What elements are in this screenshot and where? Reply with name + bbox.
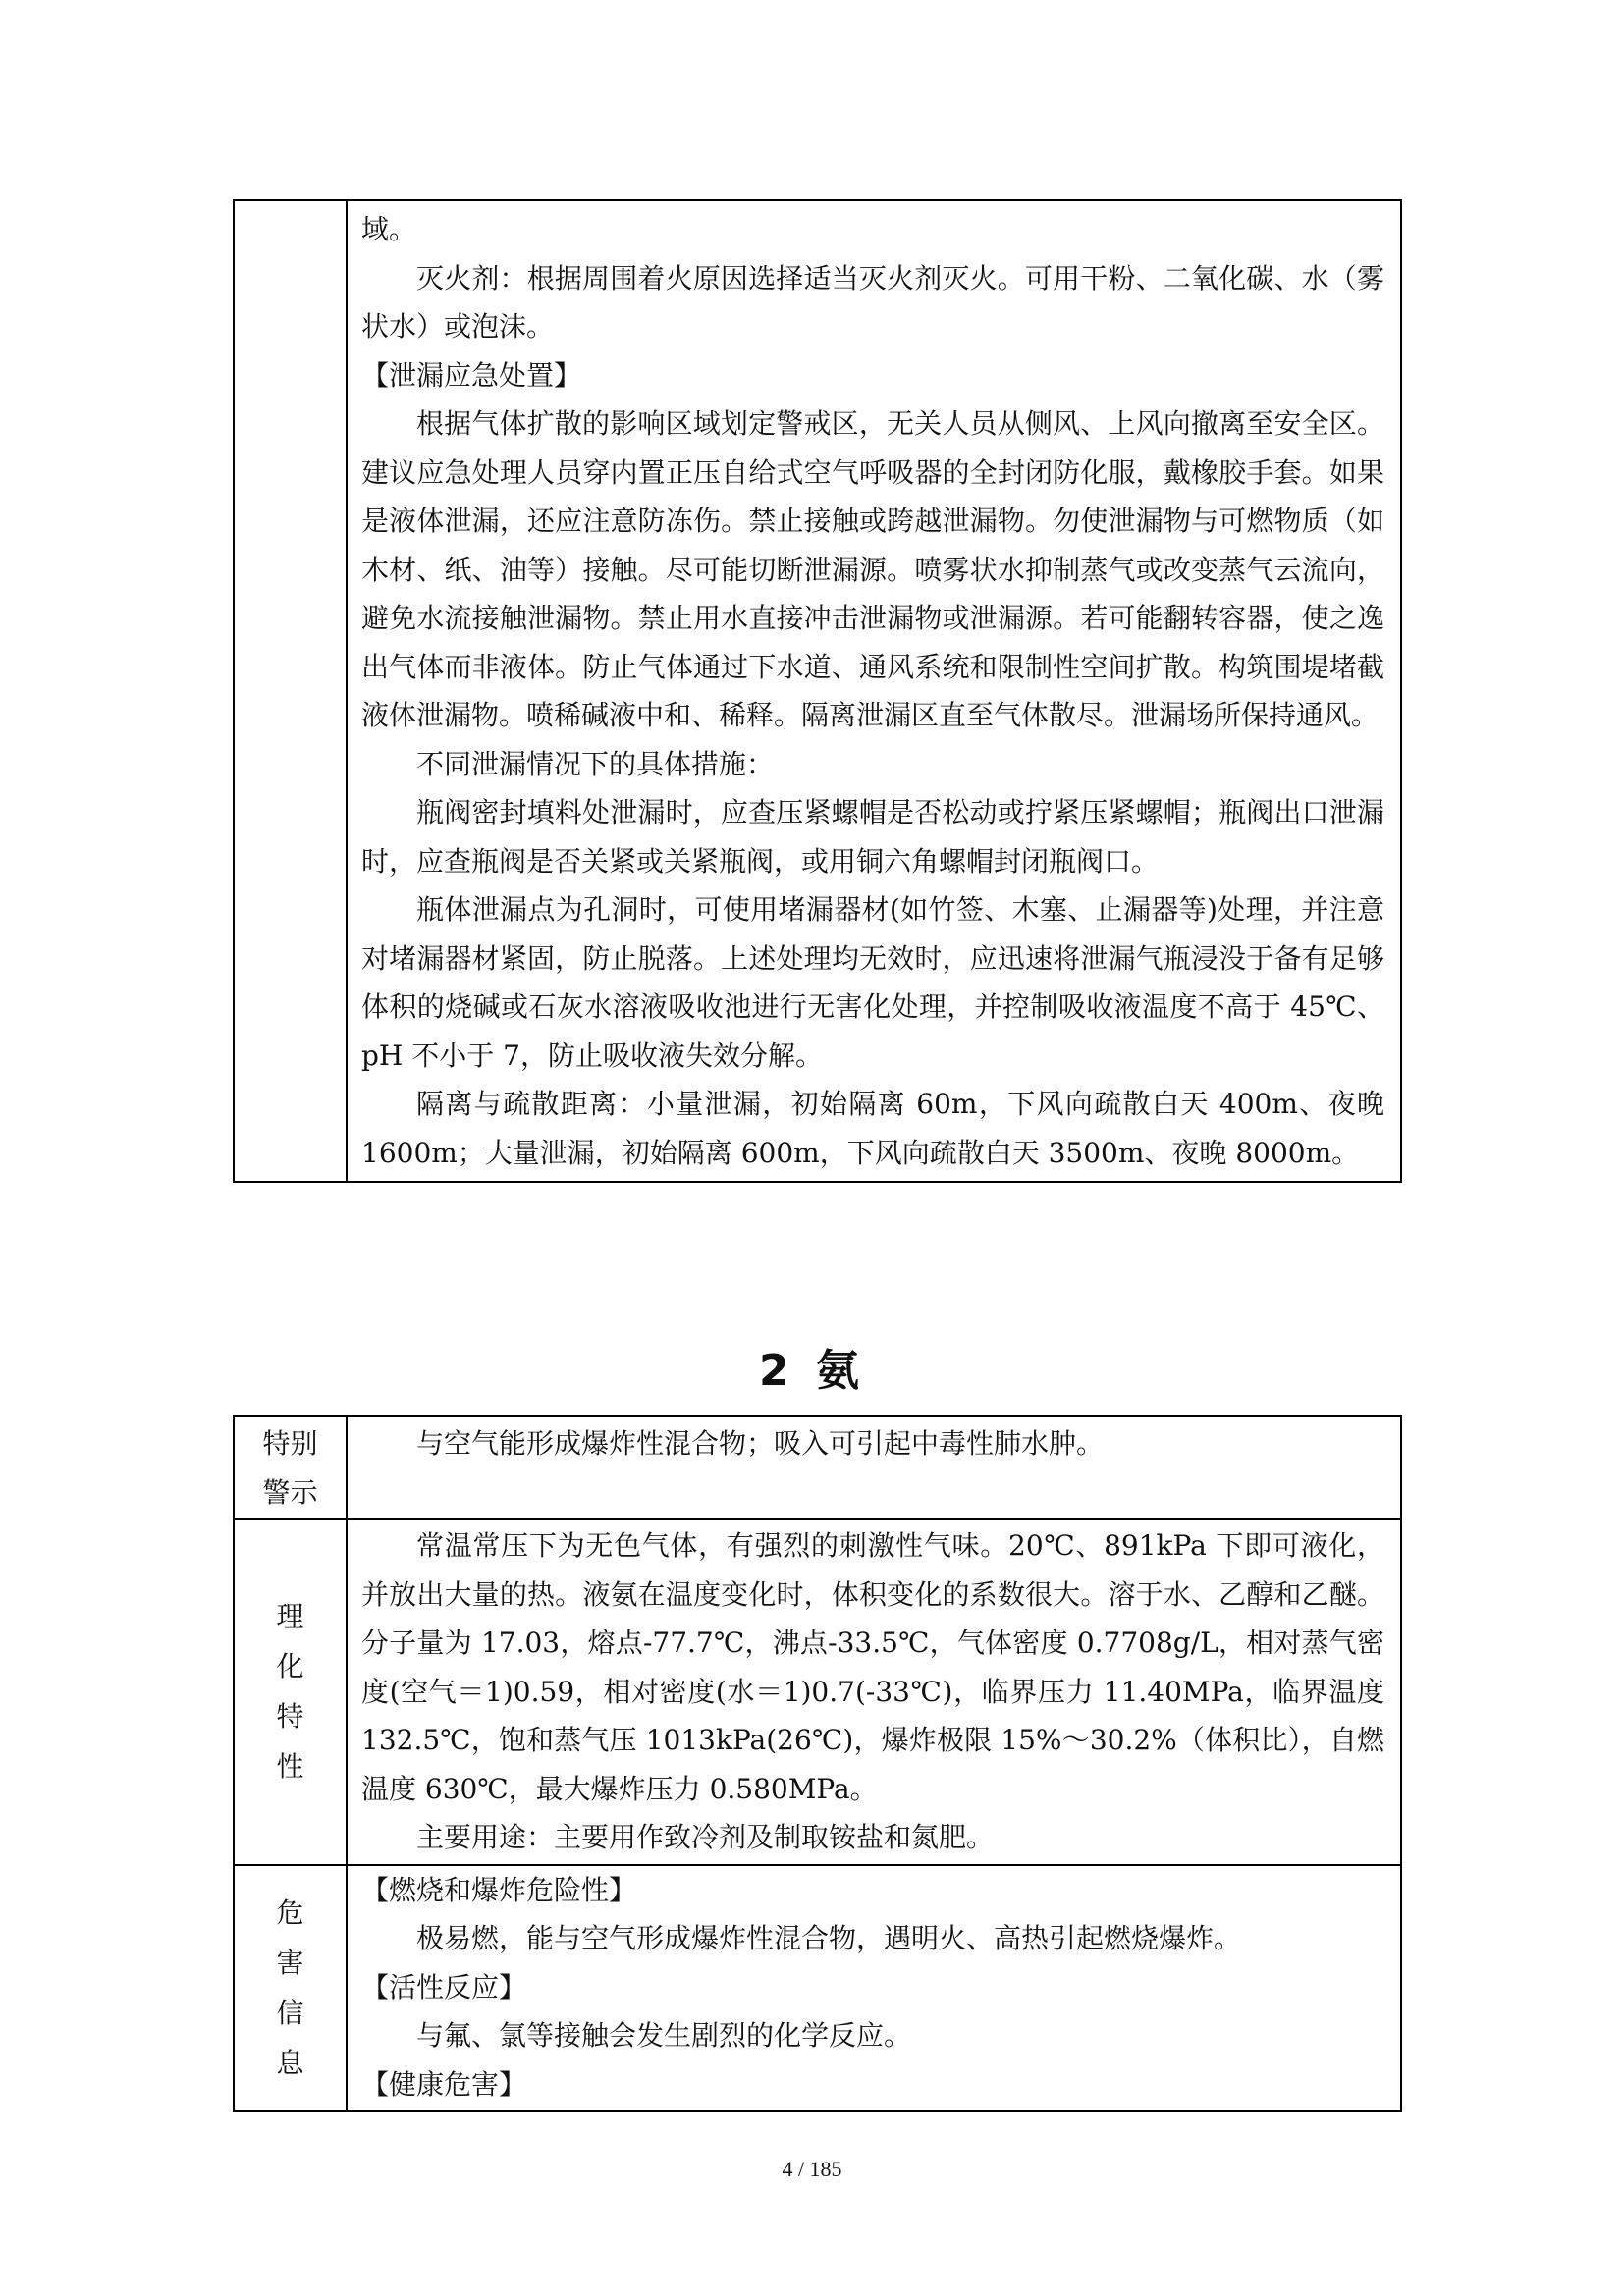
row-content-cell — [347, 200, 1401, 1182]
paragraph: 主要用途：主要用作致冷剂及制取铵盐和氮肥。 — [416, 1821, 995, 1853]
paragraph: 极易燃，能与空气形成爆炸性混合物，遇明火、高热引起燃烧爆炸。 — [416, 1922, 1242, 1954]
row-label-cell — [234, 200, 347, 1182]
subheading: 【健康危害】 — [361, 2067, 527, 2101]
paragraph: 根据气体扩散的影响区域划定警戒区，无关人员从侧风、上风向撤离至安全区。建议应急处理人员穿内置正压自给式空气呼吸器的全封闭防化服，戴橡胶手套。如果是液体泄漏，还应注意防冻伤。禁止接触或跨越泄漏物。勿使泄漏物与可燃物质（如木材、纸、油等）接触。尽可能切断泄漏源。喷雾状水抑制蒸气或改变蒸气云流向，避免水流接触泄漏物。禁止用水直接冲击泄漏物或泄漏源。若可能翻转容器，使之逸出气体而非液体。防止气体通过下水道、通风系统和限制性空间扩散。构筑围堤堵截液体泄漏物。喷稀碱液中和、稀释。隔离泄漏区直至气体散尽。泄漏场所保持通风。 — [361, 407, 1384, 731]
paragraph: 域。 — [361, 213, 417, 245]
continuation-table — [233, 199, 1402, 1183]
row-label-properties: 理化特性 — [276, 1600, 304, 1784]
paragraph: 不同泄漏情况下的具体措施： — [416, 747, 775, 780]
paragraph: 瓶体泄漏点为孔洞时，可使用堵漏器材(如竹签、木塞、止漏器等)处理，并注意对堵漏器材紧固，防止脱落。上述处理均无效时，应迅速将泄漏气瓶浸没于备有足够体积的烧碱或石灰水溶液吸收池进行无害化处理，并控制吸收液温度不高于 45℃、pH 不小于 7，防止吸收液失效分解。 — [361, 893, 1384, 1072]
subheading: 【泄漏应急处置】 — [361, 358, 582, 392]
ammonia-table — [233, 1415, 1402, 2112]
row-label-cell — [234, 1519, 347, 1865]
paragraph: 瓶阀密封填料处泄漏时，应查压紧螺帽是否松动或拧紧压紧螺帽；瓶阀出口泄漏时，应查瓶阀是否关紧或关紧瓶阀，或用铜六角螺帽封闭瓶阀口。 — [361, 796, 1384, 878]
row-label-cell — [234, 1416, 347, 1519]
paragraph: 常温常压下为无色气体，有强烈的刺激性气味。20℃、891kPa 下即可液化，并放出大量的热。液氨在温度变化时，体积变化的系数很大。溶于水、乙醇和乙醚。分子量为 17.03，熔点-77.7℃，沸点-33.5℃，气体密度 0.7708g/L，相对蒸气密度(空气＝1)0.59，相对密度(水＝1)0.7(-33℃)，临界压力 11.40MPa，临界温度 132.5℃，饱和蒸气压 1013kPa(26℃)，爆炸极限 15%～30.2%（体积比），自燃温度 630℃，最大爆炸压力 0.580MPa。 — [361, 1529, 1384, 1805]
row-content-cell — [347, 1416, 1401, 1519]
paragraph: 与空气能形成爆炸性混合物；吸入可引起中毒性肺水肿。 — [416, 1427, 1105, 1460]
row-content-cell — [347, 1519, 1401, 1865]
subheading: 【活性反应】 — [361, 1970, 527, 2003]
paragraph: 与氟、氯等接触会发生剧烈的化学反应。 — [416, 2019, 912, 2052]
table-row — [234, 1865, 1401, 2112]
page-number: 4 / 185 — [782, 2157, 842, 2181]
paragraph: 隔离与疏散距离：小量泄漏，初始隔离 60m，下风向疏散白天 400m、夜晚 1600m；大量泄漏，初始隔离 600m，下风向疏散白天 3500m、夜晚 8000m。 — [361, 1088, 1384, 1169]
row-content-cell — [347, 1865, 1401, 2112]
row-label-hazard-info: 危害信息 — [276, 1896, 304, 2080]
table-row — [234, 1416, 1401, 1519]
table-row — [234, 1519, 1401, 1865]
row-label-cell — [234, 1865, 347, 2112]
paragraph: 灭火剂：根据周围着火原因选择适当灭火剂灭火。可用干粉、二氧化碳、水（雾状水）或泡沫。 — [361, 261, 1384, 343]
section-title: 2 氨 — [759, 1346, 865, 1396]
subheading: 【燃烧和爆炸危险性】 — [361, 1873, 637, 1906]
row-label-special-warning: 特别警示 — [262, 1427, 318, 1509]
table-row — [234, 200, 1401, 1182]
